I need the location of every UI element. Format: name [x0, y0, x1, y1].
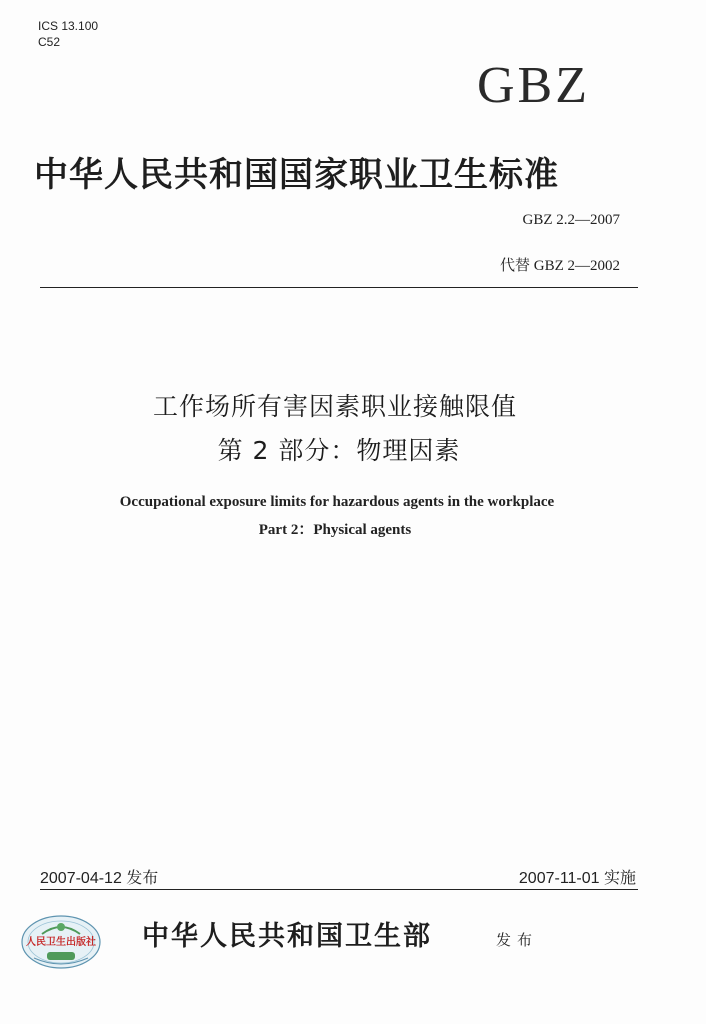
- category-code: C52: [38, 35, 61, 49]
- publisher-name: 中华人民共和国卫生部: [142, 921, 432, 952]
- effective-date: 2007-11-01 实施: [518, 870, 636, 887]
- top-divider: [40, 287, 638, 288]
- standard-organization: 中华人民共和国国家职业卫生标准: [34, 155, 559, 195]
- classification-codes: [38, 18, 98, 50]
- standard-replaces: 代替 GBZ 2—2002: [499, 258, 620, 274]
- title-chinese-line1: 工作场所有害因素职业接触限值: [152, 392, 517, 421]
- bottom-divider: [40, 889, 638, 890]
- publisher-logo: [20, 914, 102, 970]
- publish-word: 发布: [496, 931, 539, 949]
- standard-number: GBZ 2.2—2007: [522, 212, 620, 228]
- title-english-line2: Part 2：Physical agents: [258, 522, 412, 538]
- gbz-logo: GBZ: [477, 57, 590, 114]
- publisher-logo-text: 人民卫生出版社: [26, 937, 96, 948]
- title-english-line1: Occupational exposure limits for hazardous agents in the workplace: [119, 494, 555, 510]
- issue-date: 2007-04-12 发布: [40, 870, 159, 887]
- title-chinese-line2: 第 2 部分：物理因素: [217, 436, 461, 465]
- ics-code: ICS 13.100: [38, 19, 99, 33]
